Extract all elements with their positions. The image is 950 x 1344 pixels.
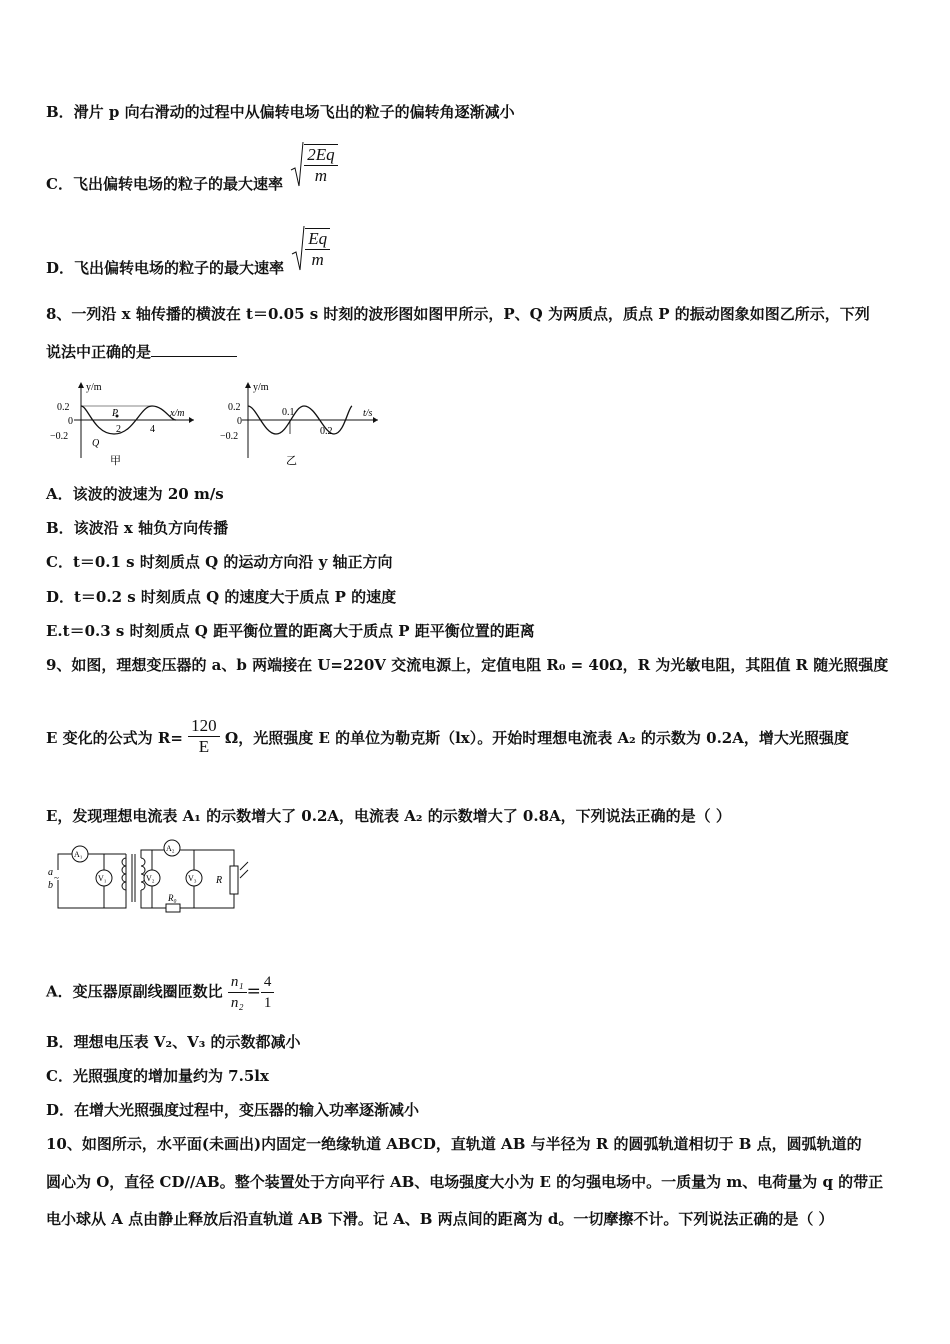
q7-option-c: [46, 140, 338, 193]
q8-stem-line-2: [46, 342, 237, 362]
wave-graph-yi: [220, 378, 390, 470]
y-axis-arrow-icon: [245, 382, 251, 388]
q9-stem-line-3: E，发现理想电流表 A₁ 的示数增大了 0.2A，电流表 A₂ 的示数增大了 0.8A，下列说法正确的是（ ）: [46, 807, 731, 825]
q9-option-a-value: [261, 972, 275, 1013]
tick-x4: 4: [150, 424, 155, 435]
x-label: x/m: [170, 408, 185, 419]
q7-option-d-sqrt: [291, 224, 330, 274]
primary-coil: [122, 858, 126, 890]
answer-blank: [151, 342, 237, 357]
label-v1: V₁: [98, 874, 107, 883]
q7-option-c-sqrt: [290, 140, 337, 190]
sqrt-icon: [291, 224, 305, 274]
secondary-wire-top: [141, 850, 234, 866]
q9-option-c: C．光照强度的增加量约为 7.5lx: [46, 1067, 269, 1085]
q7-option-d-denominator: m: [311, 250, 324, 269]
label-a2: A₂: [166, 844, 175, 853]
t-axis-arrow-icon: [373, 417, 378, 423]
caption-jia: 甲: [110, 455, 121, 467]
y-label: y/m: [86, 382, 102, 393]
label-r: R: [216, 875, 223, 886]
q7-option-d-numerator: Eq: [305, 229, 330, 250]
secondary-wire-bottom: [141, 890, 234, 908]
q8-stem-line-2-text: 说法中正确的是: [46, 343, 152, 361]
tick-zero: 0: [237, 416, 242, 427]
x-axis-arrow-icon: [189, 417, 194, 423]
tick-neg: −0.2: [50, 431, 69, 442]
q9-option-a: [46, 972, 274, 1013]
q10-stem-line-1: 10、如图所示，水平面(未画出)内固定一绝缘轨道 ABCD，直轨道 AB 与半径为 R 的圆弧轨道相切于 B 点，圆弧轨道的: [46, 1135, 862, 1153]
y-axis-arrow-icon: [78, 382, 84, 388]
q9-option-a-ratio: [228, 972, 247, 1013]
tick-pos: 0.2: [57, 402, 70, 413]
tick-t1: 0.1: [282, 407, 295, 418]
label-v2: V₂: [146, 874, 155, 883]
q9-formula-denominator: E: [198, 737, 210, 756]
primary-wire-bottom: [58, 880, 126, 908]
label-p: P: [112, 408, 119, 419]
q7-option-d: [46, 224, 330, 277]
q7-option-c-numerator: 2Eq: [304, 145, 337, 166]
label-a1: A₁: [74, 850, 83, 859]
q7-option-c-denominator: m: [314, 166, 328, 185]
q9-option-a-equals: =: [246, 981, 261, 1002]
y-label: y/m: [253, 382, 269, 393]
q10-stem-line-3: 电小球从 A 点由静止释放后沿直轨道 AB 下滑。记 A、B 两点间的距离为 d。一切摩擦不计。下列说法正确的是（ ）: [46, 1210, 834, 1228]
q9-option-d: D．在增大光照强度过程中，变压器的输入功率逐渐减小: [46, 1101, 420, 1119]
q10-stem-line-2: 圆心为 O，直径 CD//AB。整个装置处于方向平行 AB、电场强度大小为 E 的匀强电场中。一质量为 m、电荷量为 q 的带正: [46, 1173, 884, 1191]
q8-option-e: E.t＝0.3 s 时刻质点 Q 距平衡位置的距离大于质点 P 距平衡位置的距离: [46, 622, 535, 640]
q7-option-b: B．滑片 p 向右滑动的过程中从偏转电场飞出的粒子的偏转角逐渐减小: [46, 103, 515, 121]
label-q: Q: [92, 438, 100, 449]
q9-formula-numerator: 120: [188, 716, 220, 737]
light-ray-1: [240, 862, 248, 870]
resistor-r0: [166, 904, 180, 912]
q9-stem-line-2-post: Ω，光照强度 E 的单位为勒克斯（lx）。开始时理想电流表 A₂ 的示数为 0.2A，增大光照强度: [219, 728, 849, 747]
q9-option-a-one: 1: [263, 995, 272, 1011]
q9-formula-fraction: [188, 716, 220, 757]
tick-t2: 0.2: [320, 426, 333, 437]
q9-option-a-text: A．变压器原副线圈匝数比: [46, 982, 223, 1001]
q8-option-d: D．t＝0.2 s 时刻质点 Q 的速度大于质点 P 的速度: [46, 588, 397, 606]
tick-zero: 0: [68, 416, 73, 427]
secondary-coil: [141, 858, 145, 890]
terminal-b: b: [48, 880, 53, 891]
tick-neg: −0.2: [220, 431, 239, 442]
q7-option-d-text: D．飞出偏转电场的粒子的最大速率: [46, 259, 285, 277]
light-ray-2: [240, 870, 248, 878]
terminal-a: a: [48, 867, 53, 878]
ac-source-icon: ~: [54, 873, 59, 883]
tick-x2: 2: [116, 424, 121, 435]
q8-stem-line-1: 8、一列沿 x 轴传播的横波在 t＝0.05 s 时刻的波形图如图甲所示，P、Q 为两质点，质点 P 的振动图象如图乙所示，下列: [46, 305, 870, 323]
photoresistor-r: [230, 866, 238, 894]
q7-option-c-text: C．飞出偏转电场的粒子的最大速率: [46, 175, 283, 193]
wave-graph-jia: [46, 378, 206, 470]
q9-stem-line-2-pre: E 变化的公式为 R=: [46, 728, 183, 747]
q9-option-a-n1: n₁: [228, 972, 247, 993]
t-label: t/s: [363, 408, 373, 419]
transformer-circuit: [44, 836, 254, 916]
q8-option-b: B．该波沿 x 轴负方向传播: [46, 519, 229, 537]
q9-option-b: B．理想电压表 V₂、V₃ 的示数都减小: [46, 1033, 301, 1051]
q9-option-a-n2: n₂: [230, 995, 244, 1011]
q9-stem-line-2: [46, 716, 849, 757]
q9-stem-line-1: 9、如图，理想变压器的 a、b 两端接在 U=220V 交流电源上，定值电阻 R₀ = 40Ω，R 为光敏电阻，其阻值 R 随光照强度: [46, 656, 889, 674]
label-r0: R₀: [168, 893, 177, 903]
tick-pos: 0.2: [228, 402, 241, 413]
q9-option-a-four: 4: [261, 972, 275, 993]
label-v3: V₃: [188, 874, 197, 883]
q8-option-c: C．t＝0.1 s 时刻质点 Q 的运动方向沿 y 轴正方向: [46, 553, 393, 571]
caption-yi: 乙: [286, 455, 297, 467]
q8-option-a: A．该波的波速为 20 m/s: [46, 485, 224, 503]
sqrt-icon: [290, 140, 304, 190]
